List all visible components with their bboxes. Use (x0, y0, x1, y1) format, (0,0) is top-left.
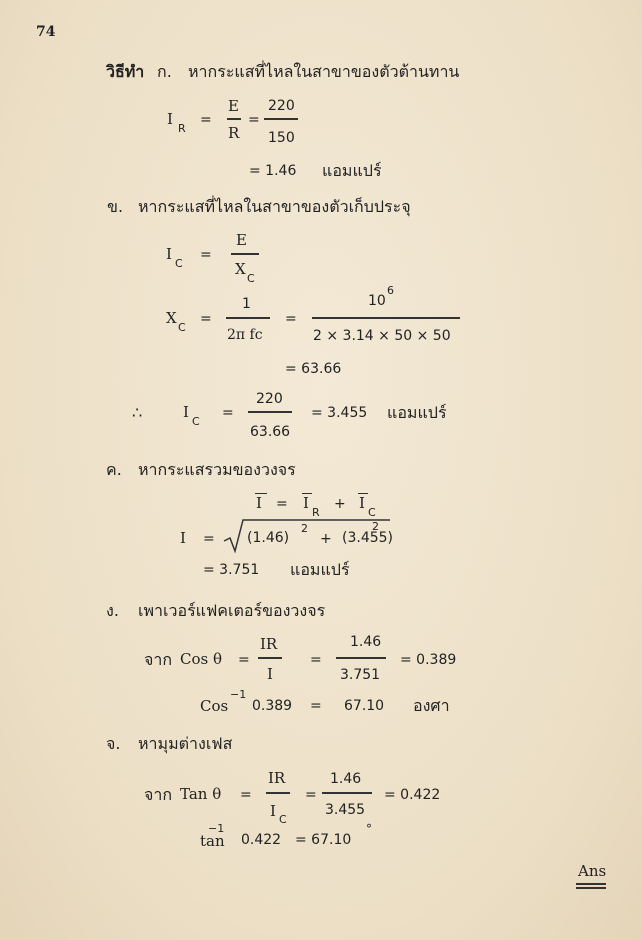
b-xc-bar2 (312, 317, 460, 319)
b-ic2-num: 220 (256, 391, 283, 407)
c-vec-eq: = (276, 496, 288, 512)
c-vec-ir: I (303, 494, 309, 512)
section-a-label: ก. (157, 62, 172, 81)
page-number: 74 (36, 24, 56, 40)
b-ic2-sub: C (192, 415, 200, 428)
e-degree: ° (366, 822, 372, 836)
b-eq-xc2: = (285, 311, 297, 327)
d-den1: I (267, 665, 273, 683)
e-den1-sub: C (279, 813, 287, 826)
b-xc-bar (226, 317, 270, 319)
section-a-heading: หากระแสที่ไหลในสาขาของตัวต้านทาน (188, 62, 460, 81)
section-e-heading: หามุมต่างเฟส (138, 734, 233, 753)
e-result: = 0.422 (384, 787, 441, 803)
d-angle: 67.10 (344, 698, 385, 714)
method-label: วิธีทำ (106, 62, 145, 81)
e-inv-exp: −1 (208, 822, 225, 835)
a-frac2-bar (264, 118, 298, 120)
b-xc-result: = 63.66 (285, 361, 342, 377)
section-d-label: ง. (106, 601, 119, 620)
c-vec-i: I (256, 494, 262, 512)
a-den1: R (228, 124, 240, 142)
c-term2: (3.455) (342, 530, 394, 546)
c-result: = 3.751 (203, 562, 260, 578)
e-eq2: = (305, 787, 317, 803)
c-i: I (180, 529, 186, 547)
c-term1-exp: 2 (301, 522, 308, 535)
b-xc-num2: 10 (368, 293, 386, 309)
d-frac1-bar (258, 657, 282, 659)
c-term1: (1.46) (247, 530, 290, 546)
d-frac2-bar (336, 657, 386, 659)
d-num1: IR (260, 635, 278, 653)
d-result: = 0.389 (400, 652, 457, 668)
b-xc-den: 2π fc (227, 327, 263, 343)
a-unit: แอมแปร์ (322, 161, 382, 180)
b-eq-ic2: = (222, 405, 234, 421)
section-c-label: ค. (106, 460, 122, 479)
b-ic-sub: C (175, 257, 183, 270)
section-b-heading: หากระแสที่ไหลในสาขาของตัวเก็บประจุ (138, 197, 411, 216)
c-eq: = (203, 531, 215, 547)
answer-label: Ans (578, 862, 607, 880)
c-vec-ir-sub: R (312, 506, 320, 519)
e-tan: Tan θ (180, 785, 222, 803)
e-eq1: = (240, 787, 252, 803)
a-lhs: I (167, 110, 173, 128)
b-xc-sub: C (178, 321, 186, 334)
d-angle-unit: องศา (413, 696, 450, 715)
section-e-label: จ. (106, 734, 121, 753)
e-frac2-bar (322, 792, 372, 794)
b-ic-den: X (235, 260, 246, 278)
b-xc: X (166, 309, 177, 327)
a-frac1-bar (227, 118, 241, 120)
b-eq: = (200, 247, 212, 263)
e-num2: 1.46 (330, 771, 362, 787)
e-from: จาก (144, 785, 173, 804)
d-from: จาก (144, 650, 173, 669)
e-num1: IR (268, 769, 286, 787)
b-ic-num: E (236, 231, 247, 249)
e-inv: tan (200, 832, 225, 850)
b-ic2: I (183, 403, 189, 421)
d-cos: Cos θ (180, 650, 223, 668)
a-num2: 220 (268, 98, 295, 114)
d-eq2: = (310, 652, 322, 668)
c-vec-ic-sub: C (368, 506, 376, 519)
b-xc-num: 1 (242, 296, 251, 312)
a-result: = 1.46 (249, 163, 297, 179)
c-vec-ic: I (359, 494, 365, 512)
e-frac1-bar (266, 792, 290, 794)
d-num2: 1.46 (350, 634, 382, 650)
section-d-heading: เพาเวอร์แฟคเตอร์ของวงจร (138, 601, 326, 620)
b-ic-bar (231, 253, 259, 255)
b-therefore: ∴ (132, 403, 143, 422)
c-plus: + (320, 531, 332, 547)
e-inv-arg: 0.422 (241, 832, 282, 848)
b-ic2-bar (248, 411, 292, 413)
answer-underline-2 (576, 887, 606, 889)
a-lhs-sub: R (178, 122, 186, 135)
b-ic-den-sub: C (247, 272, 255, 285)
d-eq1: = (238, 652, 250, 668)
d-den2: 3.751 (340, 667, 381, 683)
d-eq3: = (310, 698, 322, 714)
b-xc-den2: 2 × 3.14 × 50 × 50 (313, 328, 451, 344)
a-eq: = (200, 112, 212, 128)
b-ic: I (166, 245, 172, 263)
b-ic2-result: = 3.455 (311, 405, 368, 421)
a-eq2: = (248, 112, 260, 128)
c-unit: แอมแปร์ (290, 560, 350, 579)
e-den2: 3.455 (325, 802, 366, 818)
c-vec-plus: + (334, 496, 346, 512)
c-term2-exp: 2 (372, 520, 379, 533)
d-inv: Cos (200, 697, 229, 715)
section-c-heading: หากระแสรวมของวงจร (138, 460, 296, 479)
a-num1: E (228, 97, 239, 115)
d-inv-arg: 0.389 (252, 698, 293, 714)
e-eq3: = 67.10 (295, 832, 352, 848)
section-b-label: ข. (107, 197, 124, 216)
b-eq-xc: = (200, 311, 212, 327)
e-den1: I (270, 802, 276, 820)
a-den2: 150 (268, 130, 295, 146)
b-ic2-den: 63.66 (250, 424, 291, 440)
b-xc-num2-exp: 6 (387, 284, 394, 297)
b-unit: แอมแปร์ (387, 403, 447, 422)
d-inv-exp: −1 (230, 688, 247, 701)
answer-underline-1 (576, 883, 606, 885)
